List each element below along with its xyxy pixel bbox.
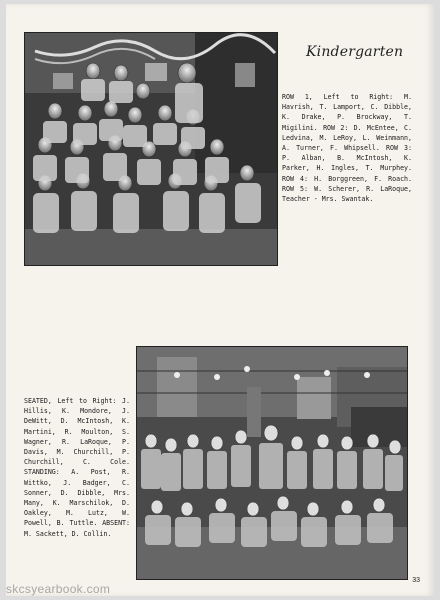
- second-class-caption: SEATED, Left to Right: J. Hillis, K. Mondore, J. DeWitt, D. McIntosh, K. Martini, R. Moulton, S. Wagner, R. LaRoque, P. Davis, M. Churchill, P. Churchill, C. Cole. STANDING: A. Post, R. Wittko, J. Badger, C. Sonner, D. Dibble, Mrs. Many, K. Marschilok, D. Oakley, M. Lutz, W. Powell, B. Tuttle. ABSENT: M. Sackett, D. Collin.: [24, 397, 130, 538]
- yearbook-page: [6, 4, 434, 596]
- page-number: 33: [412, 577, 420, 584]
- watermark: skcsyearbook.com: [6, 582, 111, 596]
- section-title: Kindergarten: [306, 44, 404, 60]
- kindergarten-caption: ROW 1, Left to Right: M. Havrish, T. Lamport, C. Dibble, K. Drake, P. Brockway, T. Migilini. ROW 2: D. McEntee, C. Ledvina, M. LeRoy, L. Weinmann, A. Turner, F. Whipsell. ROW 3: P. Alban, B. McIntosh, K. Parker, H. Ingles, T. Murphey. ROW 4: H. Borggreen, F. Roach. ROW 5: W. Scherer, R. LaRoque, Teacher - Mrs. Swantak.: [282, 93, 412, 204]
- second-class-photo: [136, 346, 408, 580]
- kindergarten-class-photo: [24, 32, 278, 266]
